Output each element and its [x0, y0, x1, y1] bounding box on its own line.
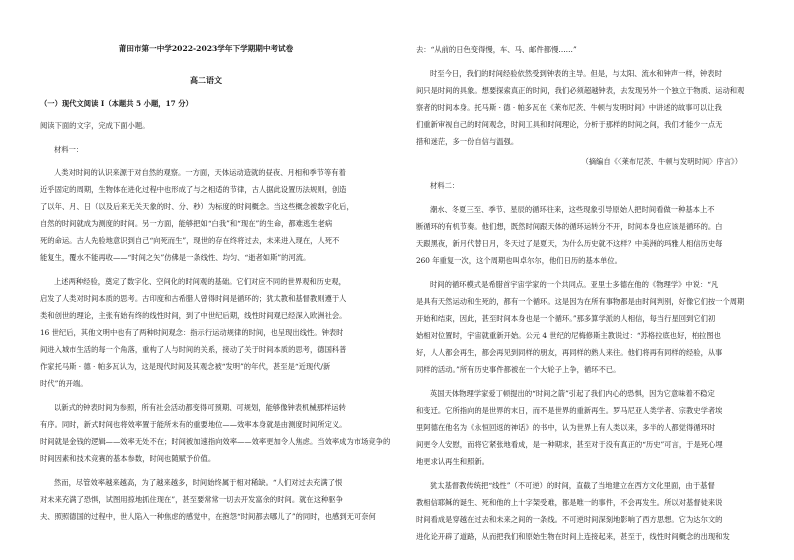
paragraph-line: 天跟黑夜，新月代替日月，冬天过了是夏天，为什么历史就不这样？中美洲的玛雅人相信历史每 — [416, 239, 723, 248]
paragraph-line: 自然的时间就成为测度的时间。另一方面，能够把如“白我”和“现在”的生命，都难逃生老病 — [40, 219, 333, 228]
paragraph-line: 同样的活动。”所有历史事件都被在一个大轮子上争，循环不已。 — [416, 365, 621, 374]
paragraph-line: 能复生，覆水不能再收——“时间之矢”仿佛是一条线性、均匀、“逝者如斯”的河流。 — [40, 253, 311, 262]
subject-title: 高二语文 — [190, 75, 222, 85]
paragraph-line: 时间因素和技术竞赛的基本参数，时间也随赋予价值。 — [40, 454, 216, 463]
paragraph-line: 间只是时间的具象。想要探索真正的时间，我们必须超越钟表，去发现另外一个独立于物质、运动和观 — [416, 86, 745, 95]
paragraph-line: 开始和结束，因此，甚至时间本身也是一个循环。”那多算学派的人相信，每当行星回到它们初 — [416, 314, 716, 323]
paragraph-line: 死的命运。古人先验地意识到自己“向死而生”，现世的存在终将过去，未来进入现在，人死不 — [40, 236, 340, 245]
paragraph-line: 和变迁。它所指向的是世界的末日，而不是世界的重新再生。罗马尼亚人类学者、宗教史学者埃 — [416, 406, 723, 415]
material-one-label: 材料一： — [54, 145, 84, 154]
paragraph-line: 去：“从前的日色变得慢，车、马、邮件都慢……” — [416, 45, 577, 54]
paragraph-line: 人类对时间的认识来源于对自然的观察。一方面，天体运动造就的昼夜、月相和季节等有着 — [54, 168, 346, 177]
paragraph-line: 类和创世的理论，主张有始有终的线性时间，到了中世纪后期，线性时间观已经深入欧洲社会。 — [40, 311, 347, 320]
paragraph-line: 始相对位置时，宇宙就重新开始。公元 4 世纪的尼梅修斯主教说过：“苏格拉底也好，柏拉图也 — [416, 331, 721, 340]
section-heading: （一）现代文阅读 I（本题共 5 小题，17 分） — [40, 99, 193, 108]
paragraph-line: 里阿德在他名为《永恒回返的神话》的书中，认为世界上有人类以来，多半的人都觉得循环时 — [416, 423, 716, 432]
right-column — [416, 0, 754, 560]
paragraph-line: 然而，尽管效率越来越高，为了越来越多，时间始终属于相对稀缺。“人们对过去充满了恨 — [54, 478, 343, 487]
paragraph-line: 260 年重复一次，这个周期也叫卓尔尔，他们日历的基本单位。 — [416, 256, 622, 265]
exam-title: 莆田市第一中学2022-2023学年下学期期中考试卷 — [118, 44, 294, 53]
paragraph-line: 间更令人安慰，而将它紧张地看成，是一种期求，甚至对于没有真正的“历史”可言，于是死心埋 — [416, 440, 723, 449]
paragraph-line: 启发了人类对时间本质的思考。古印度和古希腊人曾得时间是循环的；犹太教和基督教则遵于人 — [40, 294, 347, 303]
paragraph-line: 夫、照照德国的过程中，世人陷入一种焦虑的感觉中，在抱怨“时间都去哪儿了”的同时，也感到无可奈何 — [40, 512, 376, 521]
paragraph-line: 上述两种经验，奠定了数字化、空间化的时间观的基础。它们对应不同的世界观和历史观， — [54, 277, 346, 286]
paragraph-line: 间进入城市生活的每一个角落，重构了人与时间的关系，接动了关于时间本质的思考，德国科普 — [40, 345, 347, 354]
paragraph-line: 犹太基督教传统把“线性”（不可逆）的时间，直截了当地建立在西方文化里面，由于基督 — [430, 481, 715, 490]
source-citation: （摘编自《〈莱布尼茨、牛顿与发明时间〉序言》） — [581, 157, 742, 166]
paragraph-line: 时至今日，我们的时间经验依然受到钟表的主导。但是，与太阳、流水和钟声一样，钟表时 — [430, 69, 722, 78]
paragraph-line: 好，人人都会再生，都会再见到同样的朋友，再同样的熟人来往。他们将再有同样的经验，从事 — [416, 348, 723, 357]
paragraph-line: 们重新审视自己的时间观念，时间工具和时间理论，分析于那样的时间之间，我们才能少一点无 — [416, 120, 723, 129]
instruction-text: 阅读下面的文字，完成下面小题。 — [40, 121, 150, 130]
paragraph-line: 是具有天然运动和生死的，都有一个循环。这是因为在所有事物都是由时间判别，好像它们按一个周期 — [416, 297, 745, 306]
paragraph-line: 断循环的有机节奏。他们想，既然时间跟天体的循环运转分不开，时间本身也应该是循环的。白 — [416, 222, 723, 231]
paragraph-line: 对未来充满了恐惧，试图用掠地抓住现在”，甚至要常常一切去开发富余的时间。就在这种驱争 — [40, 495, 343, 504]
paragraph-line: 英国天体物理学家爱丁顿提出的“时间之箭”引起了我们内心的恐惧，因为它意味着不稳定 — [430, 389, 715, 398]
paragraph-line: 时间就是金钱的逻辑——效率无处不在；时间被加速指向效率——效率更加令人焦虑。当效率成为市场竞争的 — [40, 437, 391, 446]
paragraph-line: 地更求认再生和照新。 — [416, 457, 489, 466]
paragraph-line: 16 世纪后，其他文明中也有了两种时间观念：指示行运动规律的时间，也呈现出线性。钟表时 — [40, 328, 344, 337]
paragraph-line: 以新式的钟表时间为参照，所有社会活动都变得可预期、可规划，能够像钟表机械那样运转 — [54, 403, 346, 412]
paragraph-line: 时间的循环模式是希腊首宇宙学家的一个共同点。亚里士多德在他的《物理学》中说：“凡 — [430, 280, 719, 289]
paragraph-line: 措和迷茫，多一份自信与温强。 — [416, 137, 519, 146]
paragraph-line: 教相信耶稣的诞生、死和他的上十字架受难，都是唯一的事件，不会再发生。所以对基督徒来说 — [416, 498, 723, 507]
paragraph-line: 有序。同时，新式时间也将效率置于能所未有的重要地位——效率本身就是由测度时间所定义。 — [40, 420, 347, 429]
paragraph-line: 潮水、冬夏三至、季节、星辰的循环往来，这些现象引导原始人把时间看做一种基本上不 — [430, 205, 715, 214]
paragraph-line: 时代”的开端。 — [40, 379, 88, 388]
paragraph-line: 作家托马斯 · 德 · 帕多瓦认为，这是现代时间及其观念被“发明”的年代，甚至是“近现代/新 — [40, 362, 331, 371]
left-column — [40, 0, 391, 560]
paragraph-line: 进化论开辟了道路，从而把我们和原始生物在时间上连接起来，甚至于，线性时间概念的出现和发 — [416, 532, 730, 541]
material-two-label: 材料二： — [430, 181, 460, 190]
paragraph-line: 了以年、月、日（以及后来无关天象的时、分、秒）为标度的时间概念。当这些概念被数字化后， — [40, 202, 354, 211]
paragraph-line: 时间看成是穿越在过去和未来之间的一条线。不可逆时间深刻地影响了西方思想。它为达尔文的 — [416, 515, 723, 524]
paragraph-line: 近乎固定的周期，生物体在进化过程中也形成了与之相适的节律，古人据此设置历法规则，创造 — [40, 185, 347, 194]
paragraph-line: 察者的时间本身。托马斯 · 德 · 帕多瓦在《莱布尼茨、牛顿与发明时间》中讲述的故事可以让我 — [416, 103, 722, 112]
